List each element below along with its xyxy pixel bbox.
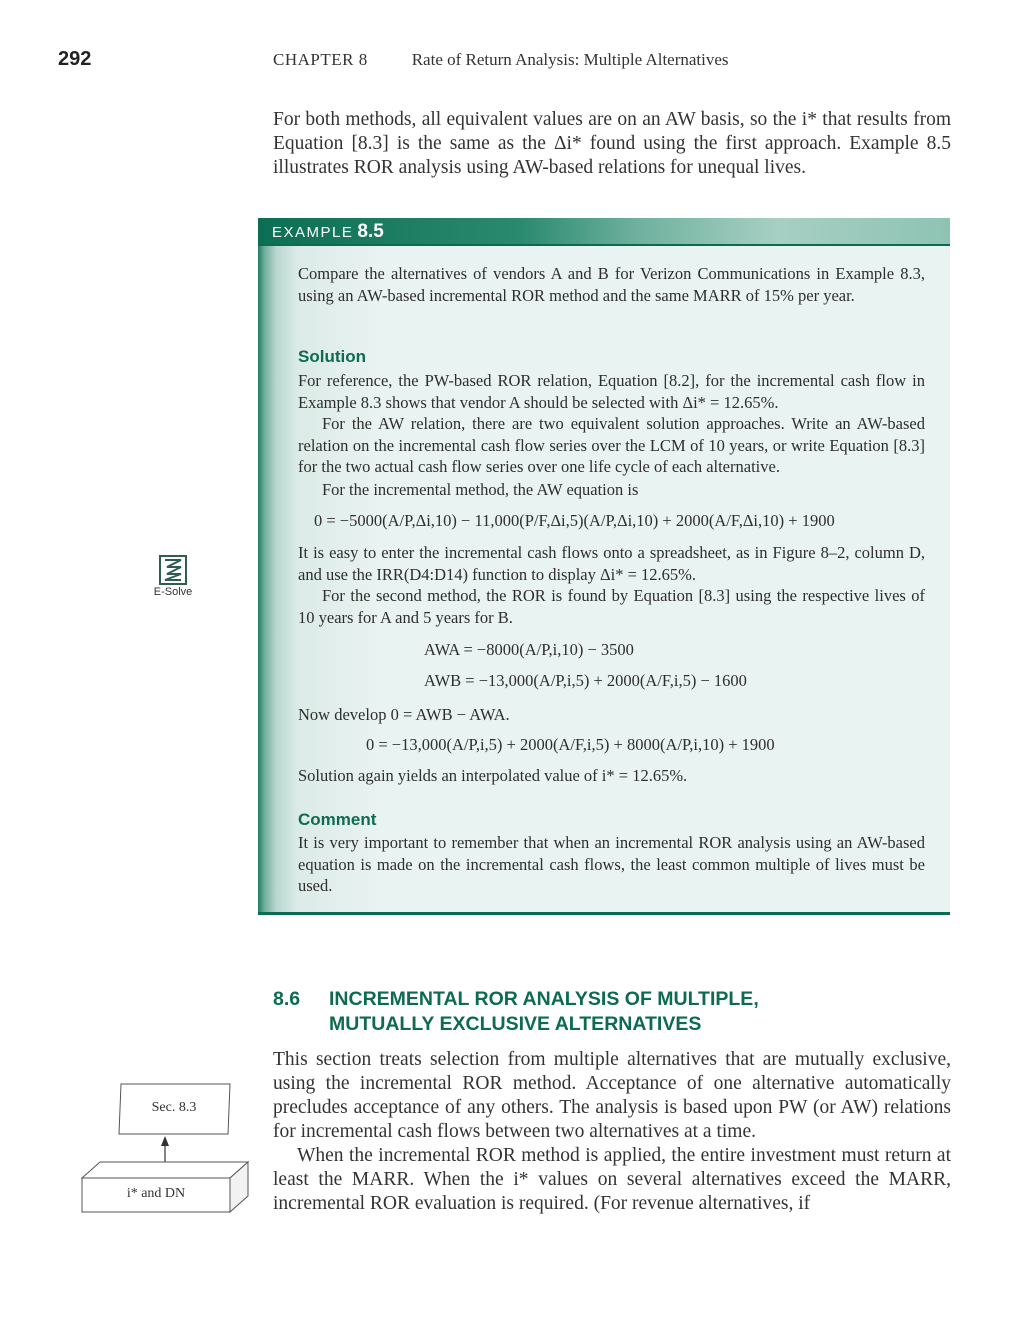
solution-paragraph-1: For reference, the PW-based ROR relation, Equation [8.2], for the incremental cash flow in Example 8.3 shows that vendor A should be selected with Δi* = 12.65%. — [298, 371, 925, 412]
slab-top — [82, 1162, 248, 1178]
example-label: EXAMPLE 8.5 — [272, 221, 384, 242]
chapter-label: CHAPTER 8 — [273, 50, 368, 69]
solution-paragraph-4: It is easy to enter the incremental cash flows onto a spreadsheet, as in Figure 8–2, column D, and use the IRR(D4:D14) function to display Δi* = 12.65%. — [298, 543, 925, 584]
equation-aw-b: AWB = −13,000(A/P,i,5) + 2000(A/F,i,5) − 1600 — [424, 671, 747, 690]
solution-paragraph-7: Solution again yields an interpolated value of i* = 12.65%. — [298, 766, 688, 785]
running-head — [273, 50, 729, 70]
section-number: 8.6 — [273, 988, 301, 1010]
margin-dependency-diagram — [80, 1082, 250, 1217]
section-body — [273, 1048, 951, 1216]
section-paragraph-2: When the incremental ROR method is applied, the entire investment must return at least the MARR. When the i* values on several alternatives exceed the MARR, incremental ROR evaluation is required. (For revenue alternatives, if — [273, 1145, 951, 1214]
section-paragraph-1: This section treats selection from multiple alternatives that are mutually exclusive, using the incremental ROR method. Acceptance of one alternative automatically precludes acceptance of any others. The analysis is based upon PW (or AW) relations for incremental cash flows between two alternatives at a time. — [273, 1049, 951, 1142]
intro-paragraph: For both methods, all equivalent values are on an AW basis, so the i* that results from Equation [8.3] is the same as the Δi* found using the first approach. Example 8.5 illustrates ROR analysis using AW-based relations for unequal lives. — [273, 109, 951, 178]
e-solve-icon — [159, 555, 187, 585]
diagram-bottom-label: i* and DN — [126, 1186, 186, 1201]
comment-text: It is very important to remember that when an incremental ROR analysis using an AW-based equation is made on the incremental cash flows, the least common multiple of lives must be used. — [298, 833, 925, 895]
chapter-title: Rate of Return Analysis: Multiple Alternatives — [411, 50, 729, 69]
e-solve-label: E-Solve — [153, 586, 193, 598]
section-heading — [273, 987, 759, 1037]
example-bottom-rule — [258, 912, 950, 915]
page-number: 292 — [58, 48, 92, 70]
comment-heading: Comment — [298, 810, 377, 829]
equation-aw-difference: 0 = −13,000(A/P,i,5) + 2000(A/F,i,5) + 8000(A/P,i,10) + 1900 — [366, 735, 775, 754]
solution-paragraph-5: For the second method, the ROR is found by Equation [8.3] using the respective lives of 10 years for A and 5 years for B. — [298, 586, 925, 627]
solution-paragraph-2: For the AW relation, there are two equivalent solution approaches. Write an AW-based relation on the incremental cash flow series over the LCM of 10 years, or write Equation [8.3] for the two actual cash flow series over one life cycle of each alternative. — [298, 414, 925, 476]
section-title-line-2: MUTUALLY EXCLUSIVE ALTERNATIVES — [329, 1013, 702, 1035]
solution-paragraph-3: For the incremental method, the AW equation is — [322, 480, 639, 499]
example-number: 8.5 — [357, 221, 384, 242]
arrow-up-icon — [161, 1136, 169, 1146]
equation-incremental-aw: 0 = −5000(A/P,Δi,10) − 11,000(P/F,Δi,5)(A/P,Δi,10) + 2000(A/F,Δi,10) + 1900 — [314, 511, 835, 530]
example-problem: Compare the alternatives of vendors A and B for Verizon Communications in Example 8.3, using an AW-based incremental ROR method and the same MARR of 15% per year. — [298, 264, 925, 305]
example-header-bar — [258, 218, 950, 246]
equation-aw-a: AWA = −8000(A/P,i,10) − 3500 — [424, 640, 634, 659]
diagram-top-label: Sec. 8.3 — [151, 1100, 197, 1115]
solution-paragraph-6: Now develop 0 = AWB − AWA. — [298, 705, 510, 724]
e-solve-badge — [145, 555, 201, 598]
section-title-line-1: INCREMENTAL ROR ANALYSIS OF MULTIPLE, — [329, 988, 759, 1010]
solution-heading: Solution — [298, 347, 366, 366]
